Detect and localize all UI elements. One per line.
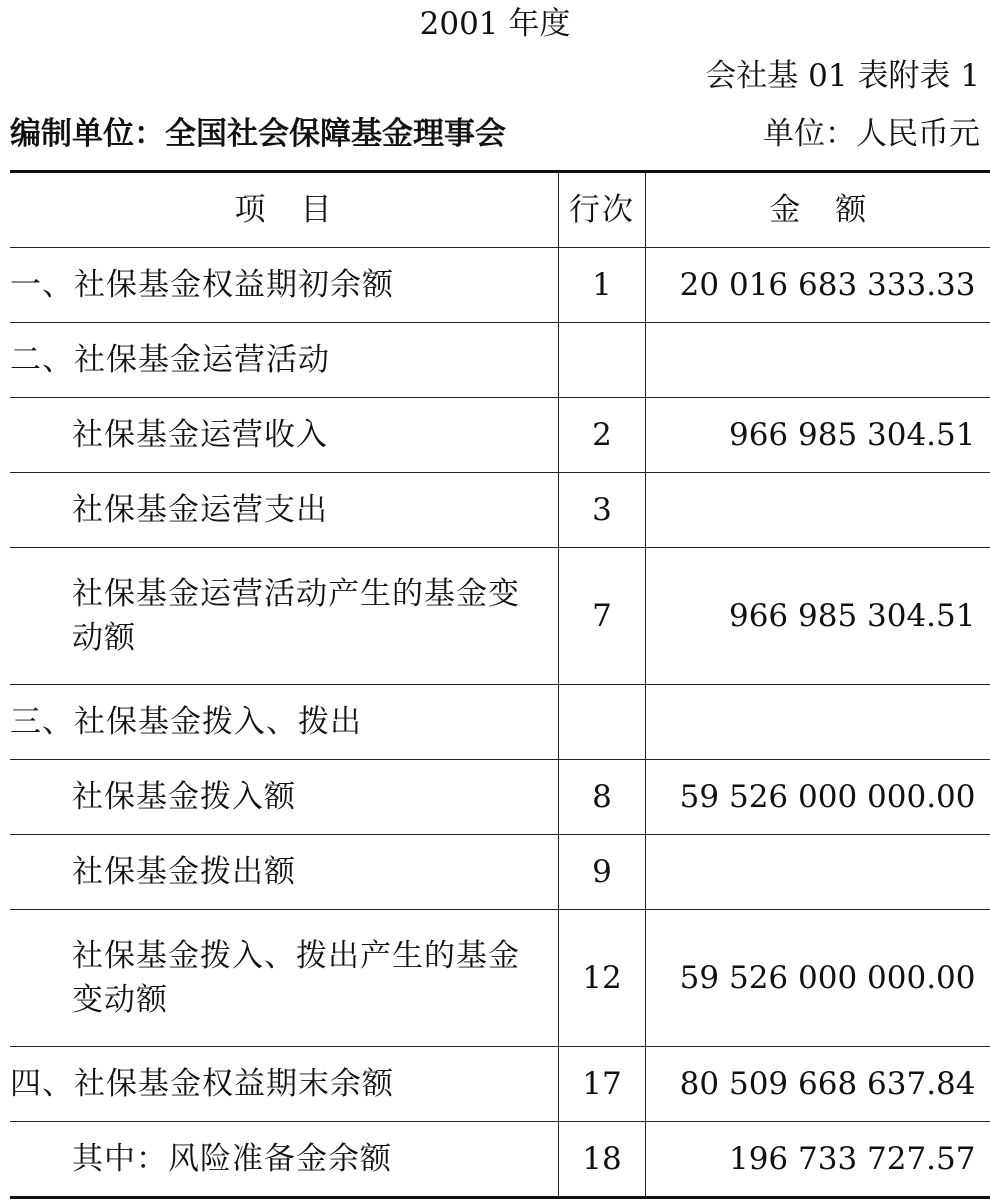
row-amount: 80 509 668 637.84 <box>646 1047 990 1122</box>
row-amount: 966 985 304.51 <box>646 548 990 685</box>
row-line: 1 <box>559 248 646 323</box>
column-header-amount: 金 额 <box>646 172 990 248</box>
row-line: 7 <box>559 548 646 685</box>
table-row <box>10 685 990 760</box>
row-line: 8 <box>559 760 646 835</box>
row-amount: 966 985 304.51 <box>646 398 990 473</box>
table-row <box>10 1122 990 1198</box>
table-row <box>10 248 990 323</box>
table-row <box>10 398 990 473</box>
compiling-unit: 编制单位：全国社会保障基金理事会 <box>10 116 506 152</box>
row-line <box>559 323 646 398</box>
fund-statement-table <box>10 170 990 1199</box>
row-line: 17 <box>559 1047 646 1122</box>
row-item: 社保基金拨出额 <box>10 835 559 910</box>
row-item: 社保基金拨入、拨出产生的基金变动额 <box>10 910 559 1047</box>
row-item: 二、社保基金运营活动 <box>10 323 559 398</box>
row-line: 2 <box>559 398 646 473</box>
row-line: 9 <box>559 835 646 910</box>
table-header-row <box>10 172 990 248</box>
row-item: 社保基金运营活动产生的基金变动额 <box>10 548 559 685</box>
row-amount <box>646 323 990 398</box>
row-line: 18 <box>559 1122 646 1198</box>
table-row <box>10 1047 990 1122</box>
table-row <box>10 910 990 1047</box>
row-item: 一、社保基金权益期初余额 <box>10 248 559 323</box>
table-row <box>10 835 990 910</box>
column-header-line: 行次 <box>559 172 646 248</box>
row-amount: 59 526 000 000.00 <box>646 760 990 835</box>
row-line: 3 <box>559 473 646 548</box>
row-item: 三、社保基金拨入、拨出 <box>10 685 559 760</box>
row-amount: 59 526 000 000.00 <box>646 910 990 1047</box>
row-line: 12 <box>559 910 646 1047</box>
row-amount: 196 733 727.57 <box>646 1122 990 1198</box>
row-item: 社保基金运营收入 <box>10 398 559 473</box>
form-code: 会社基 01 表附表 1 <box>705 58 980 94</box>
row-line <box>559 685 646 760</box>
table-row <box>10 323 990 398</box>
table-row <box>10 760 990 835</box>
row-amount <box>646 473 990 548</box>
row-amount <box>646 685 990 760</box>
row-amount <box>646 835 990 910</box>
column-header-item: 项 目 <box>10 172 559 248</box>
row-item: 社保基金拨入额 <box>10 760 559 835</box>
report-year: 2001 年度 <box>419 6 571 42</box>
currency-unit: 单位：人民币元 <box>763 116 980 152</box>
table-row <box>10 473 990 548</box>
unit-line <box>10 114 980 154</box>
row-item: 四、社保基金权益期末余额 <box>10 1047 559 1122</box>
row-item: 其中：风险准备金余额 <box>10 1122 559 1198</box>
row-amount: 20 016 683 333.33 <box>646 248 990 323</box>
table-row <box>10 548 990 685</box>
row-item: 社保基金运营支出 <box>10 473 559 548</box>
